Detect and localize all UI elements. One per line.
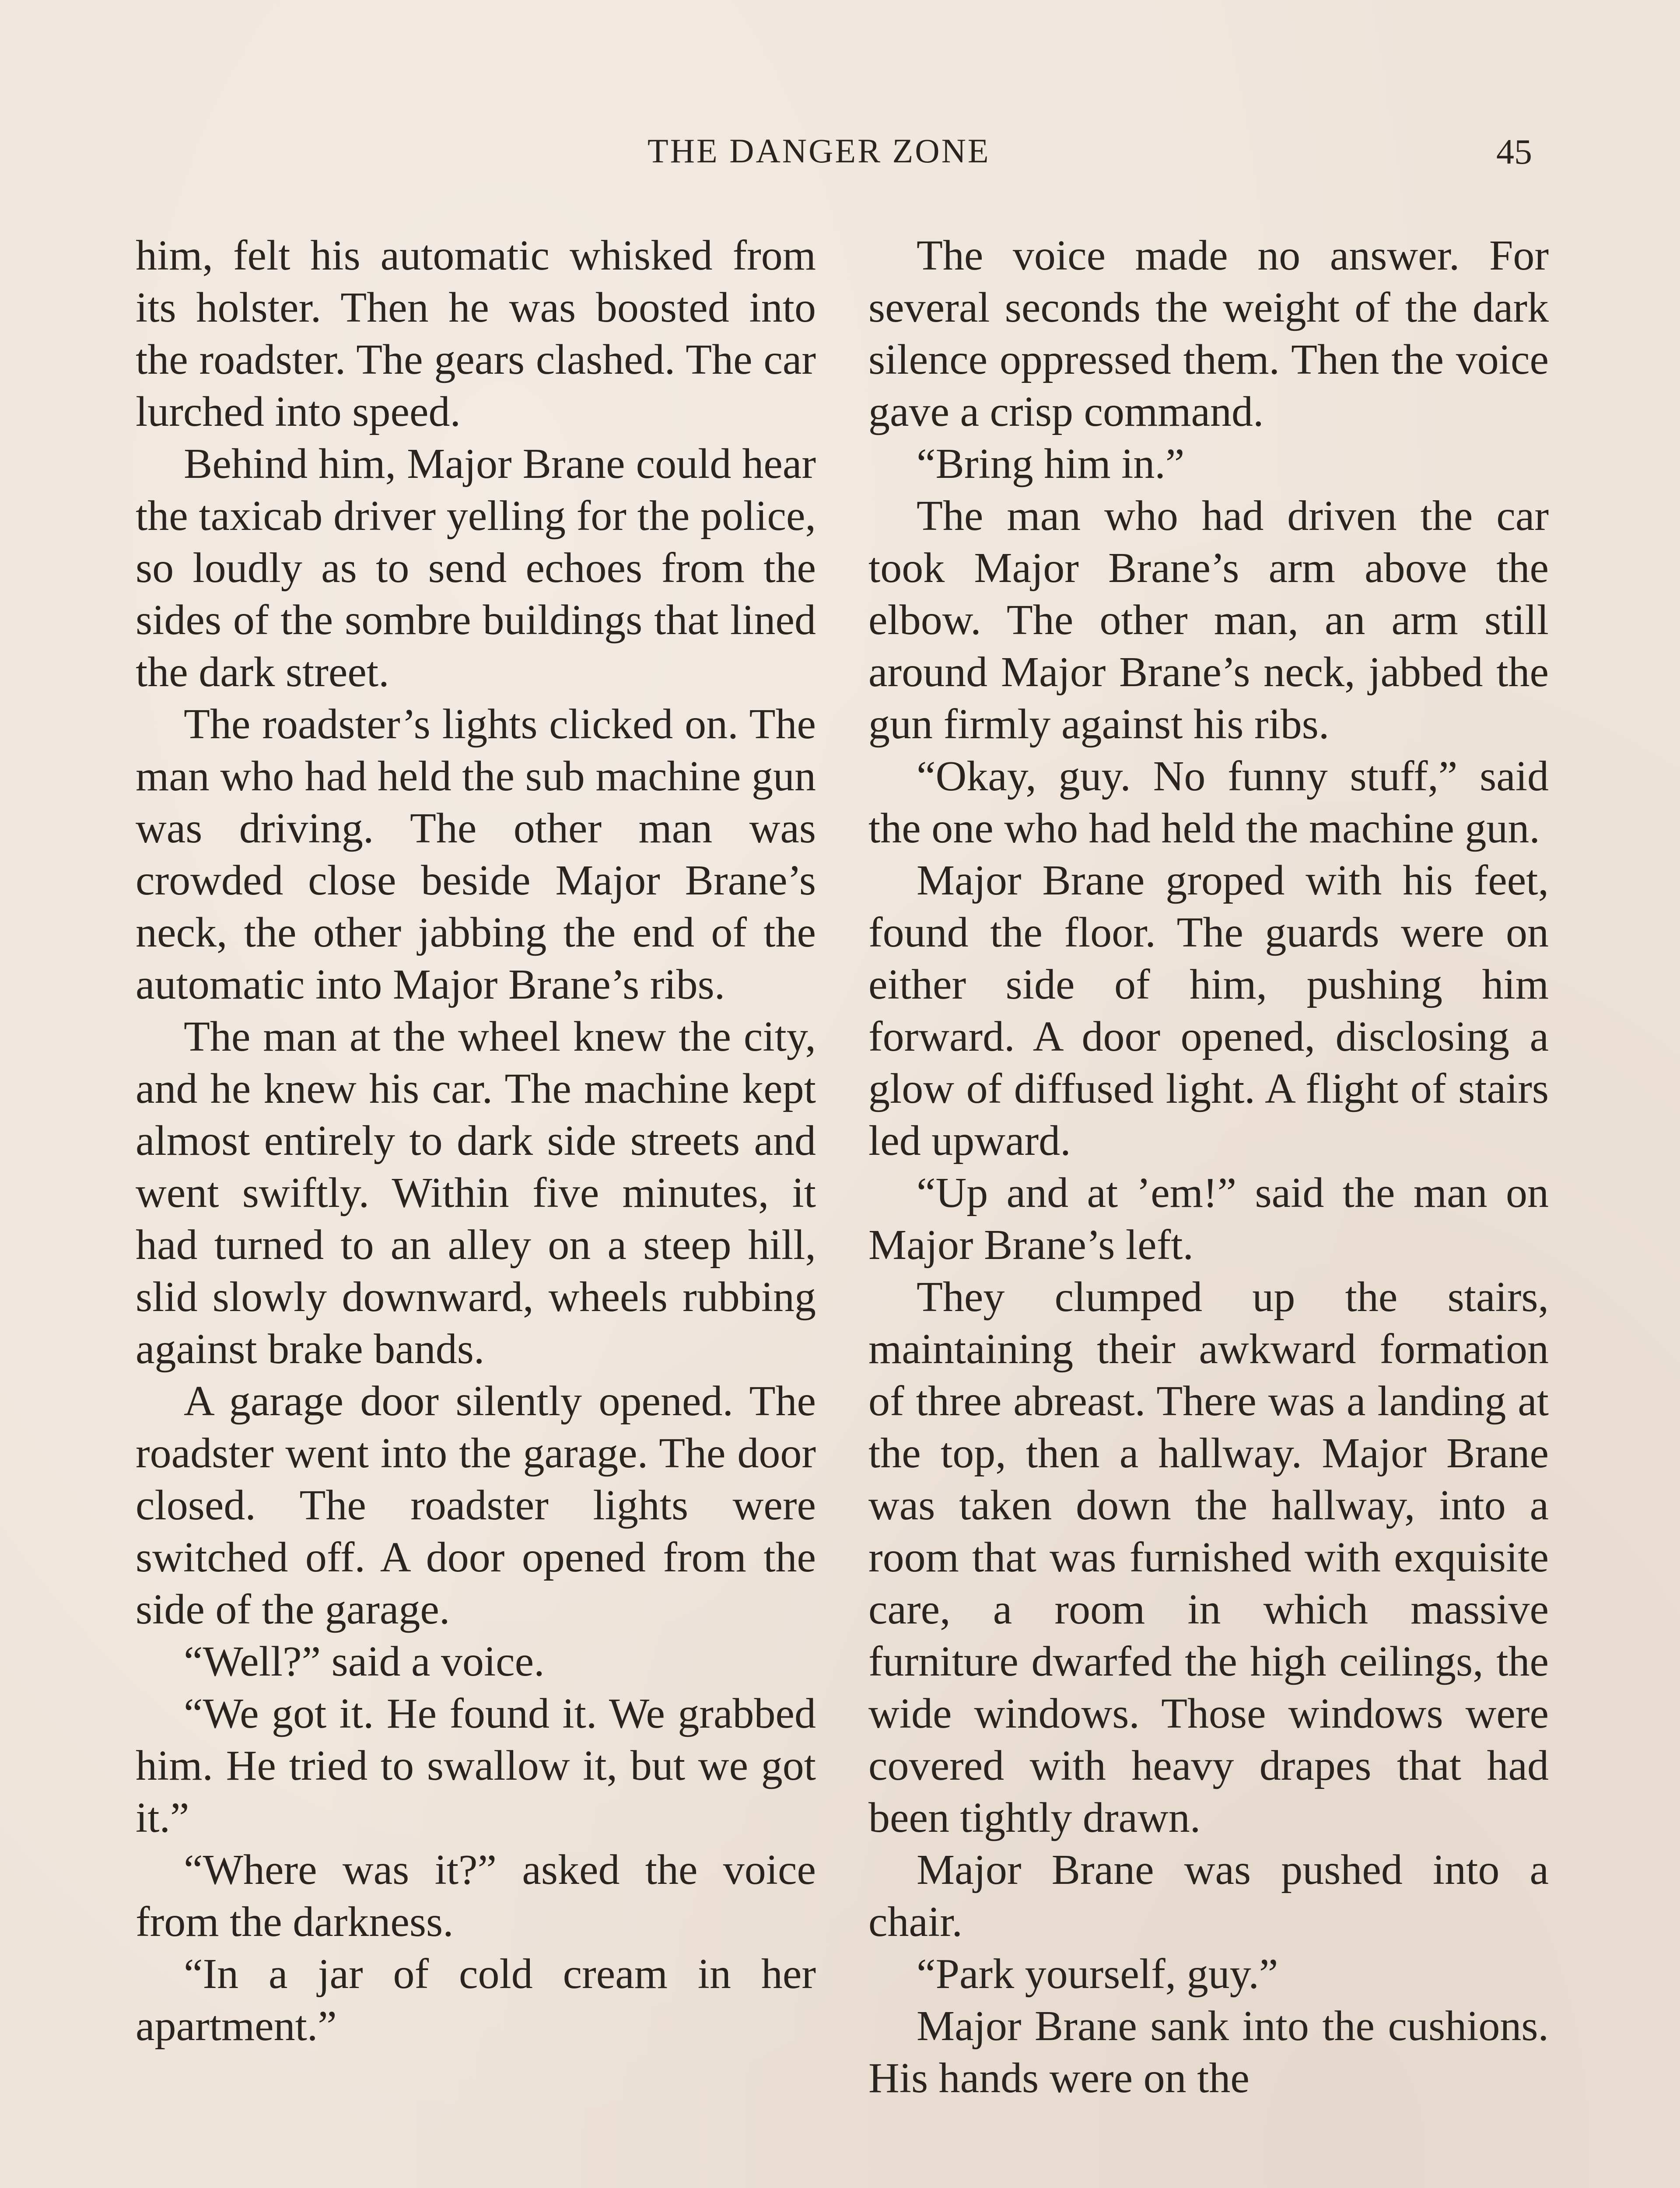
paragraph: him, felt his automatic whisked from its holster. Then he was boosted into the roadster. The gears clashed. The car lurched into speed. [136, 232, 816, 435]
paragraph: Behind him, Major Brane could hear the taxicab driver yelling for the police, so loudly as to send echoes from the sides of the sombre buildings that lined the dark street. [136, 440, 816, 696]
paragraph: “We got it. He found it. We grabbed him. He tried to swallow it, but we got it.” [136, 1690, 816, 1841]
paragraph: The man who had driven the car took Major Brane’s arm above the elbow. The other man, an arm still around Major Brane’s neck, jabbed the gun firmly against his ribs. [868, 492, 1549, 748]
page-number: 45 [1496, 132, 1532, 172]
paragraph: Major Brane sank into the cushions. His hands were on the [868, 2002, 1549, 2102]
paragraph: “Park yourself, guy.” [917, 1950, 1278, 1998]
paragraph: Major Brane was pushed into a chair. [868, 1846, 1549, 1946]
paragraph: Major Brane groped with his feet, found the floor. The guards were on either side of him, pushing him forward. A door opened, disclosing a glow of diffused light. A flight of stairs led upward. [868, 857, 1549, 1164]
paragraph: “Where was it?” asked the voice from the darkness. [136, 1846, 816, 1946]
paragraph: “Well?” said a voice. [184, 1638, 545, 1685]
paragraph: “Bring him in.” [917, 440, 1185, 487]
paragraph: They clumped up the stairs, maintaining their awkward formation of three abreast. There was a landing at the top, then a hallway. Major Brane was taken down the hallway, into a room that was furnished with exquisite care, a room in which massive furniture dwarfed the high ceilings, the wide windows. Those windows were covered with heavy drapes that had been tightly drawn. [868, 1273, 1549, 1841]
paragraph: The man at the wheel knew the city, and he knew his car. The machine kept almost entirely to dark side streets and went swiftly. Within five minutes, it had turned to an alley on a steep hill, slid slowly downward, wheels rubbing against brake bands. [136, 1013, 816, 1373]
right-column [868, 230, 1549, 2104]
paragraph: “In a jar of cold cream in her apartment.” [136, 1950, 816, 2050]
paragraph: A garage door silently opened. The roadster went into the garage. The door closed. The roadster lights were switched off. A door opened from the side of the garage. [136, 1378, 816, 1633]
left-column [136, 230, 816, 2052]
paragraph: “Okay, guy. No funny stuff,” said the one who had held the machine gun. [868, 753, 1549, 852]
paragraph: “Up and at ’em!” said the man on Major Brane’s left. [868, 1169, 1549, 1269]
paragraph: The roadster’s lights clicked on. The man who had held the sub machine gun was driving. The other man was crowded close beside Major Brane’s neck, the other jabbing the end of the automatic into Major Brane’s ribs. [136, 701, 816, 1008]
running-head: THE DANGER ZONE [648, 132, 990, 170]
paragraph: The voice made no answer. For several seconds the weight of the dark silence oppressed them. Then the voice gave a crisp command. [868, 232, 1549, 435]
